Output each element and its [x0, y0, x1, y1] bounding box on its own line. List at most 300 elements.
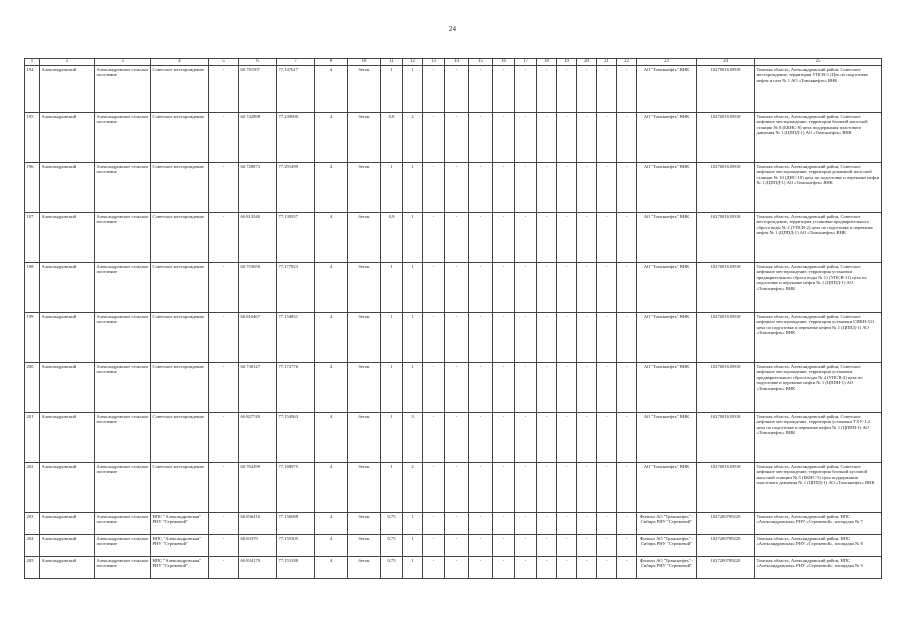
cell-c20: - [597, 557, 617, 579]
cell-c12: - [423, 66, 445, 113]
cell-c14: - [469, 263, 493, 313]
cell-c12: - [423, 363, 445, 413]
cell-c17: - [537, 66, 557, 113]
cell-c20: - [597, 313, 617, 363]
cell-c19: - [577, 363, 597, 413]
cell-c12: - [423, 313, 445, 363]
cell-c17: - [537, 263, 557, 313]
cell-c5: - [209, 213, 239, 263]
cell-settlement: Александровское сельское поселение [95, 66, 151, 113]
cell-c17: - [537, 463, 557, 513]
column-number-header: 10 [348, 59, 381, 66]
cell-c13: - [445, 413, 469, 463]
column-number-header: 17 [515, 59, 537, 66]
cell-c13: - [445, 535, 469, 557]
cell-c17: - [537, 413, 557, 463]
cell-c14: - [469, 313, 493, 363]
cell-ogrn: 1027001618918 [697, 413, 755, 463]
cell-address: Томская область, Александровский район, НПС «Александровская» РНУ «Стрежевой», площадка № 7 [755, 513, 882, 535]
table-row [25, 463, 882, 513]
cell-c21: - [617, 513, 637, 535]
cell-c5: - [209, 557, 239, 579]
cell-cls: 4 [315, 313, 348, 363]
cell-c5: - [209, 313, 239, 363]
cell-owner: АО "Томскнефть" ВНК [637, 163, 697, 213]
cell-lat: 60.742898 [239, 113, 277, 163]
cell-surface: бетон [348, 113, 381, 163]
cell-c18: - [557, 66, 577, 113]
table-body [25, 66, 882, 579]
cell-c15: - [493, 163, 515, 213]
cell-c15: - [493, 463, 515, 513]
cell-c19: - [577, 535, 597, 557]
cell-c17: - [537, 535, 557, 557]
cell-c20: - [597, 213, 617, 263]
cell-ogrn: 1027001618918 [697, 313, 755, 363]
cell-district: Александровский [40, 535, 95, 557]
cell-c15: - [493, 535, 515, 557]
cell-c14: - [469, 463, 493, 513]
cell-lat: 60.83379 [239, 535, 277, 557]
cell-c17: - [537, 313, 557, 363]
cell-c12: - [423, 163, 445, 213]
cell-c13: - [445, 163, 469, 213]
cell-c5: - [209, 513, 239, 535]
cell-c18: - [557, 163, 577, 213]
column-number-header: 14 [445, 59, 469, 66]
column-number-header: 4 [151, 59, 209, 66]
cell-c10: 0,8 [381, 113, 403, 163]
cell-surface: бетон [348, 535, 381, 557]
cell-cls: 4 [315, 557, 348, 579]
cell-c16: - [515, 163, 537, 213]
cell-c14: - [469, 557, 493, 579]
cell-district: Александровский [40, 413, 95, 463]
cell-c5: - [209, 113, 239, 163]
cell-surface: бетон [348, 413, 381, 463]
cell-ogrn: 1027200789220 [697, 513, 755, 535]
cell-surface: бетон [348, 66, 381, 113]
cell-c18: - [557, 363, 577, 413]
cell-num: 201 [25, 413, 40, 463]
table-row [25, 313, 882, 363]
cell-c19: - [577, 213, 597, 263]
cell-num: 204 [25, 535, 40, 557]
cell-district: Александровский [40, 213, 95, 263]
cell-c21: - [617, 66, 637, 113]
cell-lon: 77.155305 [277, 535, 315, 557]
table-row [25, 163, 882, 213]
column-number-header: 2 [40, 59, 95, 66]
cell-ogrn: 1027001618918 [697, 213, 755, 263]
cell-owner: АО "Томскнефть" ВНК [637, 363, 697, 413]
cell-c16: - [515, 463, 537, 513]
cell-c20: - [597, 535, 617, 557]
table-row [25, 513, 882, 535]
cell-cls: 4 [315, 213, 348, 263]
cell-c12: - [423, 413, 445, 463]
cell-address: Томская область, Александровский район, НПС «Александровская» РНУ «Стрежевой», площадка № 8 [755, 535, 882, 557]
cell-c21: - [617, 313, 637, 363]
cell-ogrn: 1027001618918 [697, 263, 755, 313]
cell-lat: 60.813540 [239, 213, 277, 263]
cell-c11: 1 [403, 513, 423, 535]
cell-cls: 4 [315, 263, 348, 313]
cell-c12: - [423, 463, 445, 513]
cell-c20: - [597, 363, 617, 413]
cell-c21: - [617, 263, 637, 313]
cell-lat: 60.720873 [239, 163, 277, 213]
cell-c11: 1 [403, 163, 423, 213]
table-row [25, 113, 882, 163]
column-number-header: 21 [597, 59, 617, 66]
cell-lon: 77.154851 [277, 313, 315, 363]
cell-c11: 1 [403, 66, 423, 113]
cell-lat: 60.764299 [239, 463, 277, 513]
cell-surface: бетон [348, 313, 381, 363]
column-number-header: 25 [755, 59, 882, 66]
cell-c21: - [617, 413, 637, 463]
cell-owner: АО "Томскнефть" ВНК [637, 463, 697, 513]
cell-c16: - [515, 557, 537, 579]
cell-field: Советское месторождение [151, 413, 209, 463]
cell-c18: - [557, 313, 577, 363]
table-header-row [25, 59, 882, 66]
page-number: 24 [448, 25, 457, 33]
cell-lat: 60.730127 [239, 363, 277, 413]
cell-num: 196 [25, 163, 40, 213]
cell-c11: 3 [403, 413, 423, 463]
cell-settlement: Александровское сельское поселение [95, 213, 151, 263]
cell-district: Александровский [40, 113, 95, 163]
cell-settlement: Александровское сельское поселение [95, 313, 151, 363]
cell-district: Александровский [40, 363, 95, 413]
cell-lat: 60.827749 [239, 413, 277, 463]
cell-c17: - [537, 213, 557, 263]
cell-c10: 1 [381, 163, 403, 213]
column-number-header: 19 [557, 59, 577, 66]
cell-field: Советское месторождение [151, 213, 209, 263]
cell-settlement: Александровское сельское поселение [95, 463, 151, 513]
cell-surface: бетон [348, 363, 381, 413]
cell-owner: АО "Томскнефть" ВНК [637, 213, 697, 263]
cell-c5: - [209, 413, 239, 463]
cell-ogrn: 1027200789220 [697, 535, 755, 557]
cell-c14: - [469, 413, 493, 463]
cell-c19: - [577, 66, 597, 113]
cell-surface: бетон [348, 513, 381, 535]
cell-district: Александровский [40, 557, 95, 579]
column-number-header: 22 [617, 59, 637, 66]
cell-c20: - [597, 413, 617, 463]
column-number-header: 6 [239, 59, 277, 66]
cell-lon: 77.153188 [277, 557, 315, 579]
column-number-header: 13 [423, 59, 445, 66]
table-row [25, 213, 882, 263]
cell-c20: - [597, 263, 617, 313]
cell-c10: 1 [381, 413, 403, 463]
cell-c14: - [469, 363, 493, 413]
cell-c19: - [577, 163, 597, 213]
cell-cls: 4 [315, 113, 348, 163]
cell-c15: - [493, 213, 515, 263]
cell-address: Томская область, Александровский район, Советское нефтяное месторождение, территория дожимной насосной станции № 10 (ДНС-10) цеха по подготовке и перекачке нефти № 1 (ЦППД-1) АО «Томскнефть» ВНК [755, 163, 882, 213]
cell-c15: - [493, 66, 515, 113]
cell-c14: - [469, 535, 493, 557]
cell-field: Советское месторождение [151, 113, 209, 163]
cell-settlement: Александровское сельское поселение [95, 263, 151, 313]
cell-settlement: Александровское сельское поселение [95, 413, 151, 463]
cell-owner: Филиал АО "Транснефть" - Сибирь РНУ "Стрежевой" [637, 513, 697, 535]
cell-cls: 4 [315, 535, 348, 557]
cell-field: НПС "Александровская" РНУ "Стрежевой" [151, 513, 209, 535]
cell-c5: - [209, 463, 239, 513]
table-row [25, 66, 882, 113]
cell-ogrn: 1027200789220 [697, 557, 755, 579]
cell-c15: - [493, 413, 515, 463]
table-row [25, 535, 882, 557]
cell-lon: 77.139557 [277, 213, 315, 263]
cell-c15: - [493, 113, 515, 163]
cell-settlement: Александровское сельское поселение [95, 535, 151, 557]
cell-surface: бетон [348, 213, 381, 263]
column-number-header: 24 [697, 59, 755, 66]
column-number-header: 20 [577, 59, 597, 66]
cell-c11: 1 [403, 313, 423, 363]
cell-c21: - [617, 535, 637, 557]
cell-lat: 60.753650 [239, 263, 277, 313]
cell-c21: - [617, 363, 637, 413]
cell-num: 194 [25, 66, 40, 113]
table-row [25, 557, 882, 579]
cell-lon: 77.172776 [277, 363, 315, 413]
cell-num: 199 [25, 313, 40, 363]
cell-cls: 4 [315, 413, 348, 463]
cell-lat: 60.834170 [239, 557, 277, 579]
cell-address: Томская область, Александровский район, Советское нефтяное месторождение, территория установки СИКН-511 цеха по подготовке и перекачке нефти № 1 (ЦППД-1) АО «Томскнефть» ВНК [755, 313, 882, 363]
cell-c16: - [515, 363, 537, 413]
cell-c20: - [597, 113, 617, 163]
cell-c10: 0,75 [381, 535, 403, 557]
cell-c20: - [597, 163, 617, 213]
column-number-header: 5 [209, 59, 239, 66]
cell-field: Советское месторождение [151, 363, 209, 413]
cell-c16: - [515, 413, 537, 463]
column-number-header: 18 [537, 59, 557, 66]
cell-settlement: Александровское сельское поселение [95, 113, 151, 163]
cell-owner: АО "Томскнефть" ВНК [637, 413, 697, 463]
cell-c18: - [557, 535, 577, 557]
cell-c17: - [537, 557, 557, 579]
cell-district: Александровский [40, 66, 95, 113]
cell-address: Томская область, Александровский район, НПС «Александровская» РНУ «Стрежевой», площадка № 9 [755, 557, 882, 579]
cell-settlement: Александровское сельское поселение [95, 557, 151, 579]
cell-cls: 4 [315, 463, 348, 513]
cell-address: Томская область, Александровский район, Советское месторождение, территория установки предварительного сброса воды № 2 (УПСВ-2) цеха по подготовке и перекачке нефти № 1 (ЦППД-1) АО «Томскнефть» ВНК [755, 213, 882, 263]
cell-settlement: Александровское сельское поселение [95, 513, 151, 535]
cell-field: Советское месторождение [151, 313, 209, 363]
cell-owner: Филиал АО "Транснефть" - Сибирь РНУ "Стрежевой" [637, 535, 697, 557]
cell-address: Томская область, Александровский район, Советское месторождение, территория УПСВ-1 (Цех по подготовке нефти и газа № 1 АО «Томскнефть» ВНК [755, 66, 882, 113]
cell-address: Томская область, Александровский район, Советское нефтяное месторождение, территория установки ТХУ-1,2 цеха по подготовке и перекачке нефти № 1 (ЦППН-1) АО «Томскнефть» ВНК [755, 413, 882, 463]
cell-owner: АО "Томскнефть" ВНК [637, 263, 697, 313]
cell-c13: - [445, 513, 469, 535]
cell-address: Томская область, Александровский район, Советское нефтяное месторождение, территория установки предварительного сброса воды № 4 (УПСВ-4) цеха по подготовке и перекачке нефти № 1 (ЦППН-1) АО «Томскнефть» ВНК [755, 363, 882, 413]
cell-lat: 60.781507 [239, 66, 277, 113]
cell-c21: - [617, 163, 637, 213]
cell-address: Томская область, Александровский район, Советское нефтяное месторождение, территория блочной кустовой насосной станции № 5 (БКНС-5) цеха поддержания пластового давления № 1 (ЦППД-1) АО «Томскнефть» ВНК [755, 463, 882, 513]
cell-c18: - [557, 413, 577, 463]
cell-c12: - [423, 213, 445, 263]
cell-c18: - [557, 557, 577, 579]
cell-c12: - [423, 513, 445, 535]
cell-c13: - [445, 66, 469, 113]
cell-field: Советское месторождение [151, 163, 209, 213]
cell-surface: бетон [348, 557, 381, 579]
cell-c19: - [577, 557, 597, 579]
cell-c10: 1 [381, 263, 403, 313]
cell-num: 195 [25, 113, 40, 163]
cell-c11: 1 [403, 535, 423, 557]
cell-settlement: Александровское сельское поселение [95, 163, 151, 213]
cell-c18: - [557, 513, 577, 535]
cell-lon: 77.156088 [277, 513, 315, 535]
cell-c15: - [493, 513, 515, 535]
cell-ogrn: 1027001618918 [697, 363, 755, 413]
cell-c17: - [537, 163, 557, 213]
cell-c16: - [515, 213, 537, 263]
cell-surface: бетон [348, 263, 381, 313]
cell-field: Советское месторождение [151, 66, 209, 113]
table-row [25, 363, 882, 413]
cell-c18: - [557, 113, 577, 163]
cell-c16: - [515, 535, 537, 557]
cell-c14: - [469, 513, 493, 535]
cell-surface: бетон [348, 463, 381, 513]
cell-c18: - [557, 213, 577, 263]
cell-ogrn: 1027001618918 [697, 163, 755, 213]
cell-c13: - [445, 363, 469, 413]
cell-c15: - [493, 557, 515, 579]
cell-c11: 2 [403, 113, 423, 163]
cell-c13: - [445, 213, 469, 263]
cell-c5: - [209, 363, 239, 413]
cell-num: 197 [25, 213, 40, 263]
cell-num: 198 [25, 263, 40, 313]
register-table [24, 58, 882, 579]
cell-c18: - [557, 263, 577, 313]
cell-c19: - [577, 313, 597, 363]
column-number-header: 8 [315, 59, 348, 66]
cell-c10: 1 [381, 463, 403, 513]
cell-district: Александровский [40, 513, 95, 535]
cell-address: Томская область, Александровский район, Советское нефтяное месторождение, территория установки предварительного сброса воды № 11 (УПСВ-11) цеха по подготовке и перекачке нефти № 1 (ЦППД-1) АО «Томскнефть» ВНК [755, 263, 882, 313]
cell-c13: - [445, 463, 469, 513]
cell-cls: 4 [315, 66, 348, 113]
cell-c5: - [209, 66, 239, 113]
cell-c19: - [577, 113, 597, 163]
cell-c10: 0,9 [381, 213, 403, 263]
cell-c16: - [515, 513, 537, 535]
cell-settlement: Александровское сельское поселение [95, 363, 151, 413]
cell-lon: 77.154963 [277, 413, 315, 463]
cell-lat: 60.816467 [239, 313, 277, 363]
table-row [25, 413, 882, 463]
cell-c13: - [445, 263, 469, 313]
column-number-header: 12 [403, 59, 423, 66]
column-number-header: 23 [637, 59, 697, 66]
cell-c17: - [537, 363, 557, 413]
cell-district: Александровский [40, 313, 95, 363]
cell-num: 205 [25, 557, 40, 579]
cell-c11: 1 [403, 263, 423, 313]
cell-c14: - [469, 163, 493, 213]
cell-owner: АО "Томскнефть" ВНК [637, 313, 697, 363]
cell-c16: - [515, 113, 537, 163]
cell-c18: - [557, 463, 577, 513]
cell-c13: - [445, 557, 469, 579]
cell-district: Александровский [40, 263, 95, 313]
cell-c5: - [209, 163, 239, 213]
cell-c15: - [493, 363, 515, 413]
cell-field: Советское месторождение [151, 463, 209, 513]
column-number-header: 16 [493, 59, 515, 66]
cell-c19: - [577, 263, 597, 313]
cell-ogrn: 1027001618918 [697, 113, 755, 163]
cell-district: Александровский [40, 463, 95, 513]
cell-cls: 4 [315, 513, 348, 535]
cell-c11: 2 [403, 463, 423, 513]
cell-owner: АО "Томскнефть" ВНК [637, 66, 697, 113]
cell-ogrn: 1027001618918 [697, 66, 755, 113]
cell-lon: 77.291499 [277, 163, 315, 213]
cell-owner: АО "Томскнефть" ВНК [637, 113, 697, 163]
cell-c11: 1 [403, 557, 423, 579]
cell-surface: бетон [348, 163, 381, 213]
cell-lon: 77.177823 [277, 263, 315, 313]
cell-num: 202 [25, 463, 40, 513]
cell-c21: - [617, 463, 637, 513]
cell-c14: - [469, 213, 493, 263]
cell-lon: 77.168975 [277, 463, 315, 513]
column-number-header: 7 [277, 59, 315, 66]
cell-num: 200 [25, 363, 40, 413]
cell-ogrn: 1027001618918 [697, 463, 755, 513]
cell-c12: - [423, 263, 445, 313]
cell-c12: - [423, 535, 445, 557]
cell-c16: - [515, 66, 537, 113]
column-number-header: 11 [381, 59, 403, 66]
cell-owner: Филиал АО "Транснефть" - Сибирь РНУ "Стрежевой" [637, 557, 697, 579]
cell-num: 203 [25, 513, 40, 535]
cell-c19: - [577, 463, 597, 513]
cell-c14: - [469, 113, 493, 163]
cell-c10: 1 [381, 66, 403, 113]
cell-c20: - [597, 66, 617, 113]
cell-c14: - [469, 66, 493, 113]
cell-c10: 0,75 [381, 513, 403, 535]
cell-c13: - [445, 313, 469, 363]
cell-c16: - [515, 313, 537, 363]
cell-c15: - [493, 313, 515, 363]
cell-c20: - [597, 463, 617, 513]
cell-c10: 1 [381, 363, 403, 413]
cell-field: НПС "Александровская" РНУ "Стрежевой" [151, 557, 209, 579]
cell-c21: - [617, 213, 637, 263]
cell-c11: 1 [403, 363, 423, 413]
cell-c16: - [515, 263, 537, 313]
column-number-header: 15 [469, 59, 493, 66]
